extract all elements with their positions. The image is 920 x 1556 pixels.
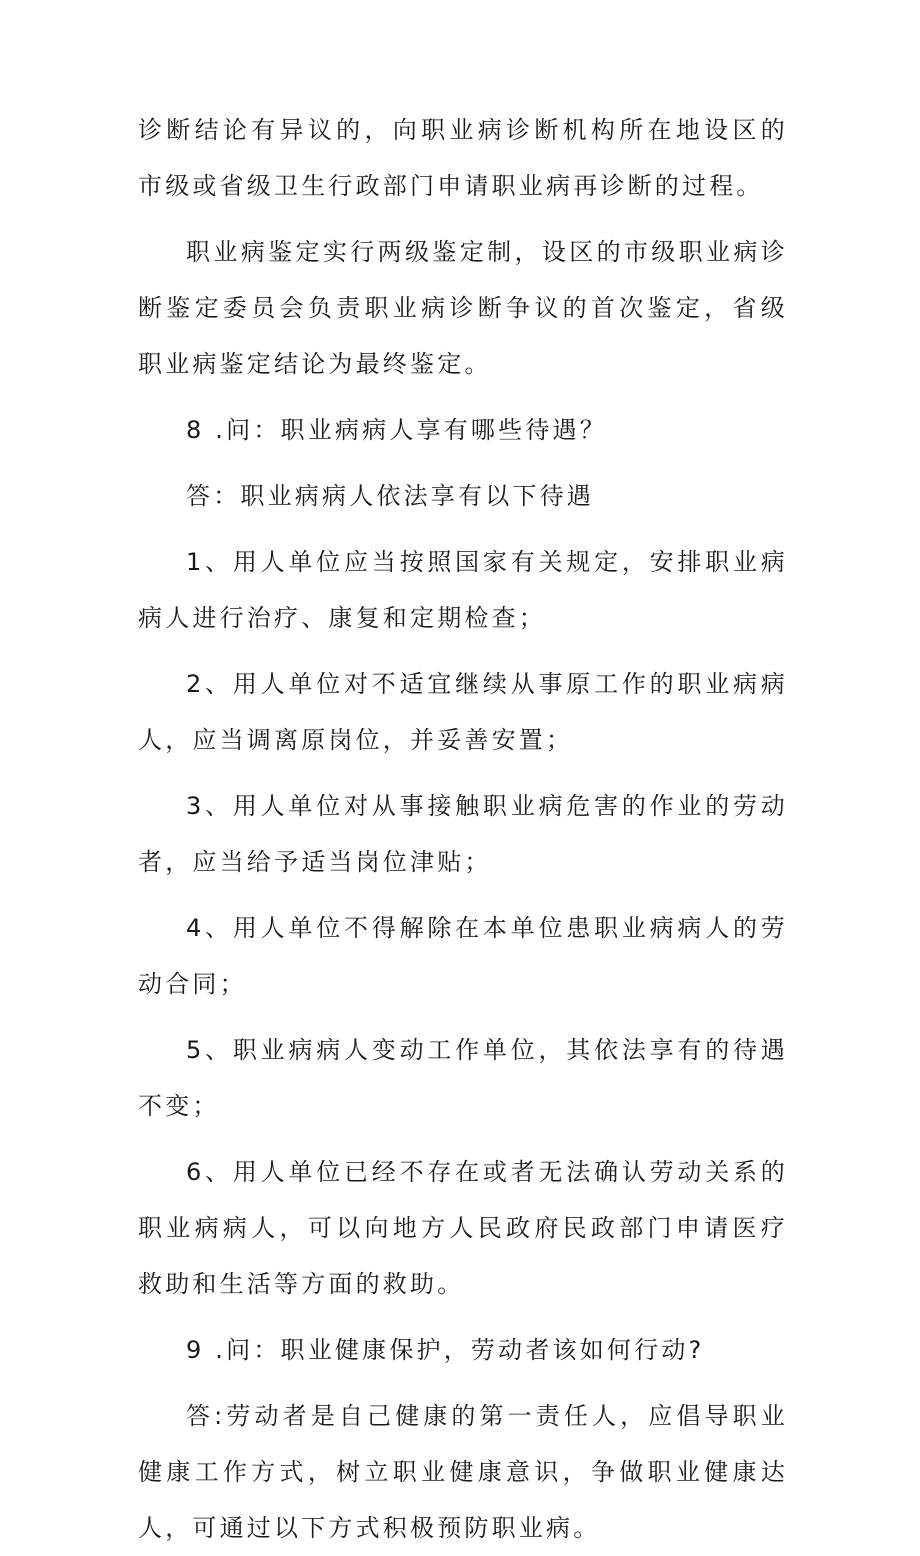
answer-9: 答:劳动者是自己健康的第一责任人，应倡导职业健康工作方式，树立职业健康意识，争做职业健康达人，可通过以下方式积极预防职业病。 [138, 1402, 788, 1542]
list-item-5: 5、职业病病人变动工作单位，其依法享有的待遇不变； [138, 1036, 788, 1120]
answer-8-intro: 答：职业病病人依法享有以下待遇 [186, 482, 594, 510]
paragraph-appraisal-system: 职业病鉴定实行两级鉴定制，设区的市级职业病诊断鉴定委员会负责职业病诊断争议的首次鉴定，省级职业病鉴定结论为最终鉴定。 [138, 238, 788, 378]
paragraph-continuation: 诊断结论有异议的，向职业病诊断机构所在地设区的市级或省级卫生行政部门申请职业病再诊断的过程。 [138, 116, 788, 200]
list-item-3: 3、用人单位对从事接触职业病危害的作业的劳动者，应当给予适当岗位津贴； [138, 792, 788, 876]
document-body [138, 102, 788, 1556]
question-9: 9 .问：职业健康保护，劳动者该如何行动? [186, 1336, 705, 1364]
list-item-6: 6、用人单位已经不存在或者无法确认劳动关系的职业病病人，可以向地方人民政府民政部门申请医疗救助和生活等方面的救助。 [138, 1158, 788, 1298]
list-item-2: 2、用人单位对不适宜继续从事原工作的职业病病人，应当调离原岗位，并妥善安置； [138, 670, 788, 754]
question-8: 8 .问：职业病病人享有哪些待遇？ [186, 416, 607, 444]
list-item-1: 1、用人单位应当按照国家有关规定，安排职业病病人进行治疗、康复和定期检查； [138, 548, 788, 632]
list-item-4: 4、用人单位不得解除在本单位患职业病病人的劳动合同； [138, 914, 788, 998]
